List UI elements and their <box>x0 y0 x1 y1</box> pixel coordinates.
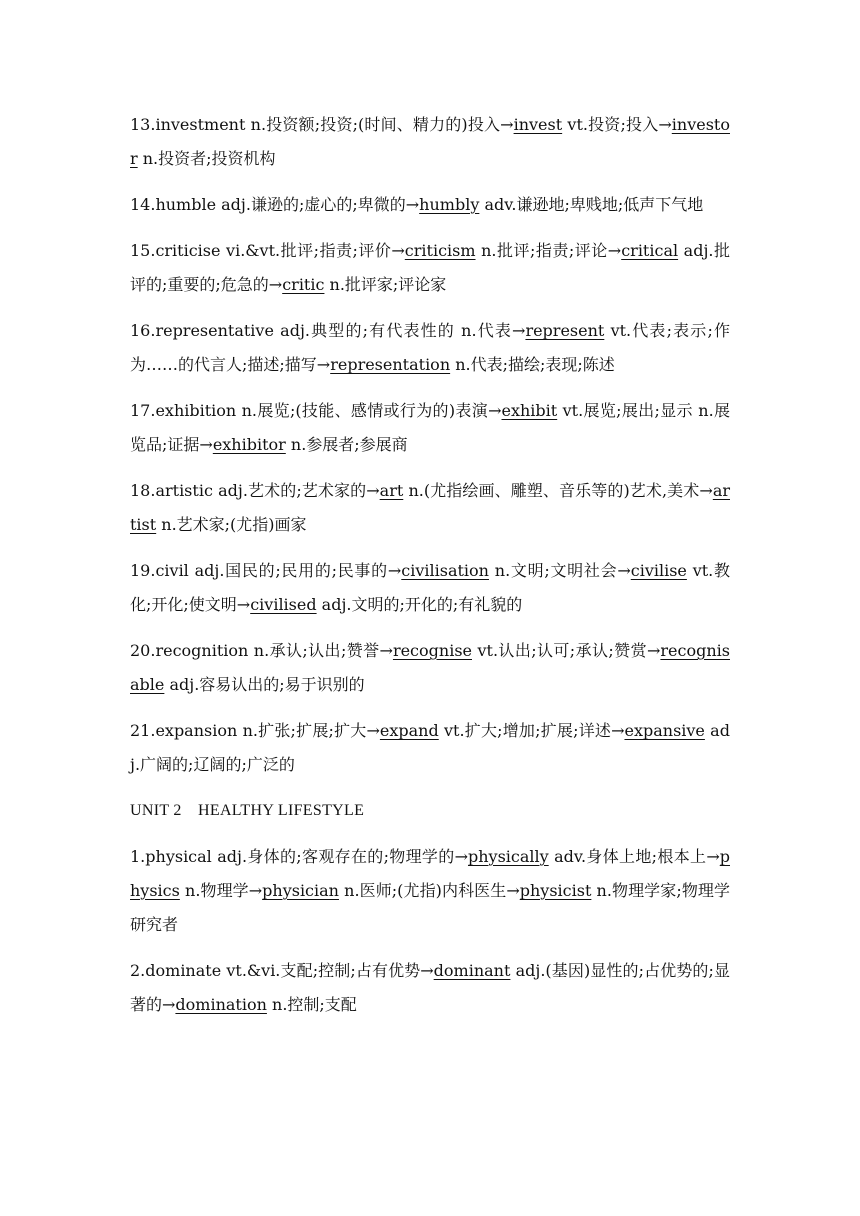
entry-text: n.批评;指责;评论→ <box>475 241 622 260</box>
entry-text: adv.谦逊地;卑贱地;低声下气地 <box>479 195 704 214</box>
derived-word: physics <box>130 847 730 900</box>
derived-word: critic <box>282 275 325 294</box>
entry-text: 1.physical adj.身体的;客观存在的;物理学的→ <box>130 847 468 866</box>
entry-text: 19.civil adj.国民的;民用的;民事的→ <box>130 561 402 580</box>
derived-word: civilised <box>250 595 317 614</box>
entry-text: adj.文明的;开化的;有礼貌的 <box>316 595 523 614</box>
entry-text: adj.广阔的;辽阔的;广泛的 <box>130 721 730 774</box>
derived-word: recognise <box>392 641 472 660</box>
entry-text: 14.humble adj.谦逊的;虚心的;卑微的→ <box>130 195 420 214</box>
unit-heading: UNIT 2 HEALTHY LIFESTYLE <box>130 802 365 819</box>
entry-text: vt.投资;投入→ <box>562 115 672 134</box>
document-page <box>130 108 730 1034</box>
vocab-entry <box>130 840 730 942</box>
entry-text: 21.expansion n.扩张;扩展;扩大→ <box>130 721 380 740</box>
entry-text: 20.recognition n.承认;认出;赞誉→ <box>130 641 393 660</box>
derived-word: physician <box>262 881 339 900</box>
entry-text: n.(尤指绘画、雕塑、音乐等的)艺术,美术→ <box>403 481 713 500</box>
entry-text: 16.representative adj.典型的;有代表性的 n.代表→ <box>130 321 526 340</box>
vocab-entry <box>130 554 730 622</box>
derived-word: artist <box>130 481 730 534</box>
entry-text: n.投资者;投资机构 <box>137 149 276 168</box>
derived-word: invest <box>513 115 563 134</box>
derived-word: investor <box>130 115 730 168</box>
derived-word: exhibitor <box>212 435 286 454</box>
entry-text: 13.investment n.投资额;投资;(时间、精力的)投入→ <box>130 115 514 134</box>
derived-word: representation <box>330 355 451 374</box>
entry-text: vt.展览;展出;显示 n.展览品;证据→ <box>130 401 731 454</box>
derived-word: art <box>379 481 404 500</box>
vocab-list-unit-1 <box>130 108 730 782</box>
entry-text: n.控制;支配 <box>266 995 357 1014</box>
derived-word: civilisation <box>401 561 489 580</box>
vocab-entry <box>130 714 730 782</box>
derived-word: recognisable <box>130 641 730 694</box>
entry-text: vt.认出;认可;承认;赞赏→ <box>472 641 661 660</box>
vocab-entry <box>130 234 730 302</box>
entry-text: 15.criticise vi.&vt.批评;指责;评价→ <box>130 241 405 260</box>
entry-text: adj.批评的;重要的;危急的→ <box>130 241 731 294</box>
entry-text: adv.身体上地;根本上→ <box>548 847 720 866</box>
derived-word: dominant <box>433 961 511 980</box>
entry-text: n.参展者;参展商 <box>285 435 408 454</box>
entry-text: 18.artistic adj.艺术的;艺术家的→ <box>130 481 380 500</box>
entry-text: n.代表;描绘;表现;陈述 <box>450 355 615 374</box>
derived-word: exhibit <box>501 401 558 420</box>
entry-text: n.物理学家;物理学研究者 <box>130 881 730 934</box>
derived-word: physically <box>467 847 549 866</box>
entry-text: n.批评家;评论家 <box>324 275 447 294</box>
vocab-entry <box>130 108 730 176</box>
derived-word: civilise <box>630 561 687 580</box>
entry-text: 2.dominate vt.&vi.支配;控制;占有优势→ <box>130 961 434 980</box>
entry-text: n.文明;文明社会→ <box>488 561 631 580</box>
derived-word: domination <box>175 995 267 1014</box>
entry-text: n.艺术家;(尤指)画家 <box>156 515 307 534</box>
vocab-entry <box>130 474 730 542</box>
entry-text: vt.教化;开化;使文明→ <box>130 561 730 614</box>
entry-text: n.医师;(尤指)内科医生→ <box>338 881 520 900</box>
vocab-entry <box>130 394 730 462</box>
vocab-entry <box>130 634 730 702</box>
derived-word: humbly <box>419 195 480 214</box>
derived-word: criticism <box>404 241 476 260</box>
vocab-entry <box>130 954 730 1022</box>
entry-text: vt.代表;表示;作为……的代言人;描述;描写→ <box>130 321 730 374</box>
entry-text: vt.扩大;增加;扩展;详述→ <box>438 721 625 740</box>
derived-word: expansive <box>624 721 705 740</box>
derived-word: expand <box>379 721 439 740</box>
entry-text: adj.容易认出的;易于识别的 <box>164 675 365 694</box>
derived-word: critical <box>621 241 679 260</box>
derived-word: represent <box>525 321 605 340</box>
entry-text: adj.(基因)显性的;占优势的;显著的→ <box>130 961 730 1014</box>
derived-word: physicist <box>519 881 592 900</box>
entry-text: 17.exhibition n.展览;(技能、感情或行为的)表演→ <box>130 401 502 420</box>
vocab-entry <box>130 188 730 222</box>
vocab-entry <box>130 314 730 382</box>
entry-text: n.物理学→ <box>179 881 263 900</box>
vocab-list-unit-2 <box>130 840 730 1022</box>
